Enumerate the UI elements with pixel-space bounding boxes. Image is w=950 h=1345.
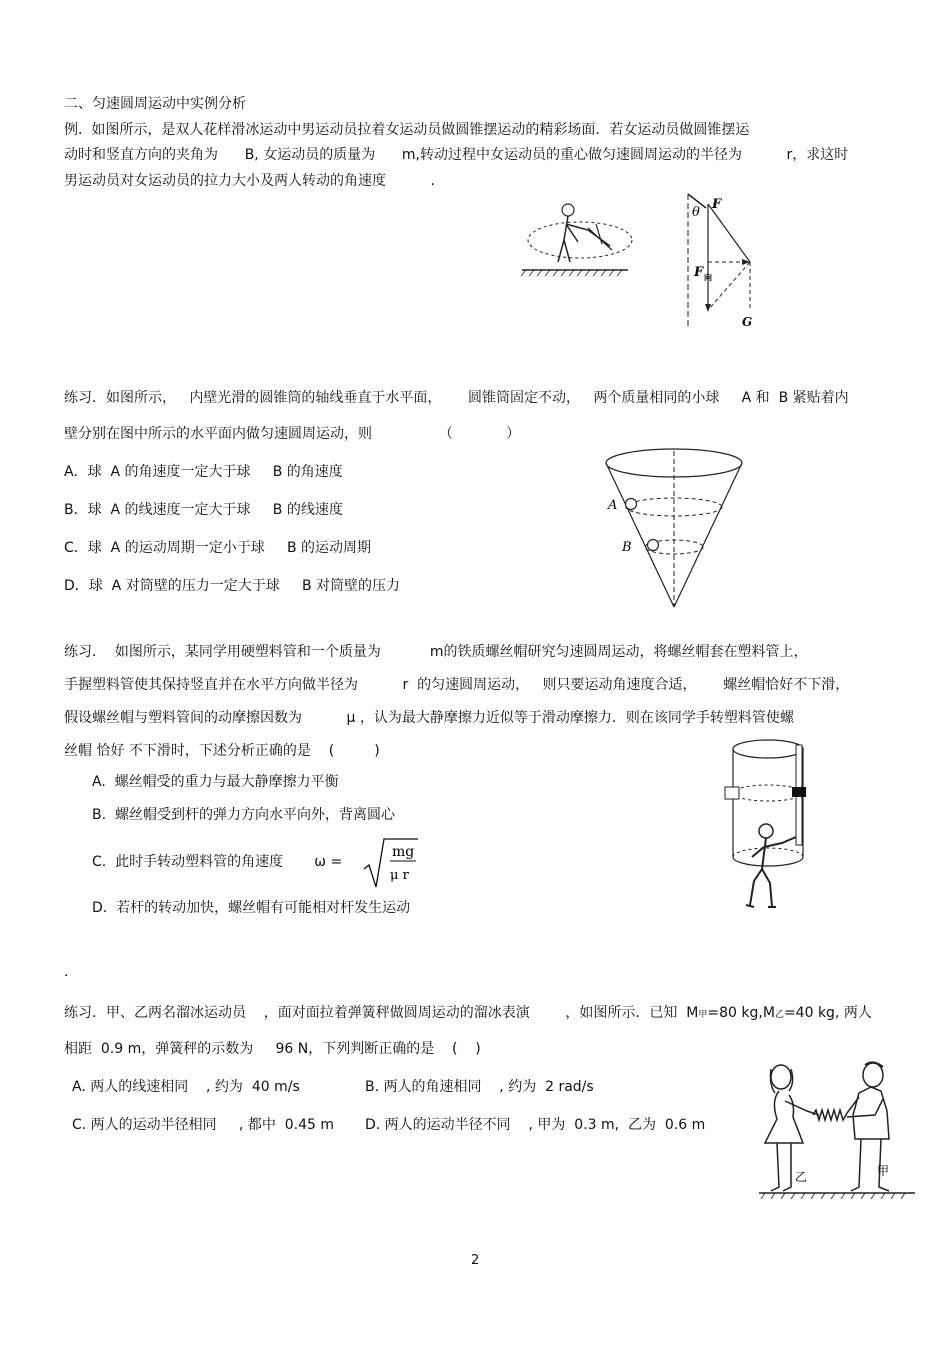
page-number: 2 <box>471 1253 480 1268</box>
practice3-line1 <box>64 1004 872 1024</box>
example-line: 动时和竖直方向的夹角为 B, 女运动员的质量为 m,转动过程中女运动员的重心做匀速圆周运动的半径为 r，求这时 <box>64 147 849 163</box>
practice2-option-a: A. 螺丝帽受的重力与最大静摩擦力平衡 <box>92 774 339 790</box>
skater-figure <box>518 200 648 280</box>
f-center-sub: 向 <box>704 272 712 282</box>
ball-b-label: B <box>622 540 632 555</box>
practice1-option-b: B．球 A 的线速度一定大于球 B 的线速度 <box>64 502 343 518</box>
theta-label: θ <box>692 205 700 220</box>
practice3-line1-a: 练习．甲、乙两名溜冰运动员 ，面对面拉着弹簧秤做圆周运动的溜冰表演 ，如图所示．已知 M <box>64 1005 699 1021</box>
practice3-option-c: C. 两人的运动半径相同 , 都中 0.45 m <box>72 1117 334 1133</box>
practice3-option-d: D. 两人的运动半径不同 , 甲为 0.3 m, 乙为 0.6 m <box>365 1117 706 1133</box>
practice2-line: 假设螺丝帽与塑料管间的动摩擦因数为 μ ，认为最大静摩擦力近似等于滑动摩擦力．则在该同学手转塑料管使螺 <box>64 710 794 726</box>
sqrt-formula <box>362 835 422 889</box>
practice1-option-c: C．球 A 的运动周期一定小于球 B 的运动周期 <box>64 540 372 556</box>
practice1-option-a: A．球 A 的角速度一定大于球 B 的角速度 <box>64 464 343 480</box>
ball-a-label: A <box>608 498 618 513</box>
practice2-line: 手握塑料管使其保持竖直并在水平方向做半径为 r 的匀速圆周运动， 则只要运动角速度合适， 螺丝帽恰好不下滑， <box>64 677 850 693</box>
practice2-option-c: C. 此时手转动塑料管的角速度 ω = <box>92 854 343 870</box>
f-center-label: F <box>694 265 704 280</box>
g-label: G <box>742 315 753 329</box>
practice3-option-b: B. 两人的角速相同 , 约为 2 rad/s <box>365 1079 594 1095</box>
jia-label: 甲 <box>877 1164 890 1178</box>
practice3-line1-b: =80 kg,M <box>707 1005 775 1021</box>
f-label: F <box>712 197 722 212</box>
formula-denominator: μ r <box>390 868 409 883</box>
formula-numerator: mg <box>392 844 415 860</box>
practice3-line2: 相距 0.9 m，弹簧秤的示数为 96 N，下列判断正确的是 ( ) <box>64 1041 481 1057</box>
cone-figure <box>600 445 750 615</box>
practice2-option-b: B. 螺丝帽受到杆的弹力方向水平向外，背离圆心 <box>92 807 395 823</box>
practice1-line: 壁分别在图中所示的水平面内做匀速圆周运动，则 （ ） <box>64 426 521 442</box>
yi-label: 乙 <box>795 1170 808 1184</box>
section-title: 二、匀速圆周运动中实例分析 <box>64 96 246 112</box>
example-line: 例. 如图所示，是双人花样滑冰运动中男运动员拉着女运动员做圆锥摆运动的精彩场面．若女运动员做圆锥摆运 <box>64 122 750 138</box>
force-diagram <box>680 190 770 330</box>
practice2-line: 丝帽 恰好 不下滑时，下述分析正确的是 ( ) <box>64 743 380 759</box>
practice3-line1-c: =40 kg, 两人 <box>783 1005 872 1021</box>
separator-dot: . <box>64 964 69 980</box>
sub-yi: 乙 <box>774 1010 784 1020</box>
practice1-option-d: D．球 A 对筒壁的压力一定大于球 B 对筒壁的压力 <box>64 578 401 594</box>
practice3-option-a: A. 两人的线速相同 , 约为 40 m/s <box>72 1079 300 1095</box>
practice2-line: 练习． 如图所示，某同学用硬塑料管和一个质量为 m的铁质螺丝帽研究匀速圆周运动，将螺丝帽套在塑料管上， <box>64 644 808 660</box>
example-line: 男运动员对女运动员的拉力大小及两人转动的角速度 . <box>64 173 435 189</box>
sub-jia: 甲 <box>698 1010 708 1020</box>
practice1-line: 练习．如图所示， 内壁光滑的圆锥筒的轴线垂直于水平面， 圆锥筒固定不动， 两个质量相同的小球 A 和 B 紧贴着内 <box>64 390 849 406</box>
practice2-option-d: D. 若杆的转动加快，螺丝帽有可能相对杆发生运动 <box>92 900 411 916</box>
tube-figure <box>720 735 820 915</box>
skaters-figure <box>755 1055 920 1200</box>
